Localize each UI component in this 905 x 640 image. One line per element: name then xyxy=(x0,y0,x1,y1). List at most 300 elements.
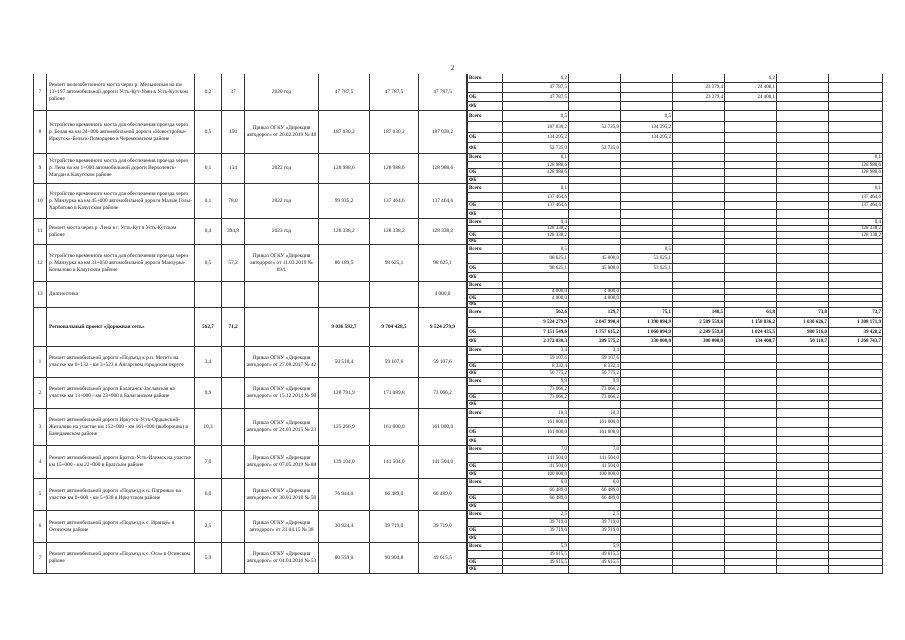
finance-label: ОБ xyxy=(467,394,503,401)
cost-updated-cell: 187 030,2 xyxy=(370,111,419,154)
finance-value xyxy=(621,495,673,503)
finance-value: 289 575,2 xyxy=(569,337,621,347)
finance-value xyxy=(621,551,673,559)
finance-label: Всего xyxy=(467,378,503,386)
finance-value xyxy=(829,363,883,370)
object-name-cell: Ремонт железобетонного моста через р. Мельничная на км 13+197 автомобильной дороги Усть-Кут-Уоян в Усть-Кутском районе xyxy=(47,74,195,111)
finance-row xyxy=(467,245,883,254)
cost-total-cell: 47 787,5 xyxy=(419,74,467,111)
finance-value xyxy=(673,437,725,446)
length-m-cell xyxy=(222,479,245,511)
finance-value xyxy=(569,133,621,143)
cost-estimate-cell xyxy=(319,282,370,308)
finance-value xyxy=(673,479,725,487)
finance-value: 4 000,0 xyxy=(503,289,569,295)
object-name-cell: Устройство временного моста для обеспечения проезда через р. Манзурка на км 31+050 автомобильной дороги Манзурка-Копылово в Качугском районе xyxy=(47,245,195,282)
finance-value xyxy=(829,254,883,264)
finance-value xyxy=(725,551,777,559)
finance-value xyxy=(829,122,883,133)
finance-value: 24 408,1 xyxy=(725,93,777,102)
finance-value xyxy=(829,418,883,428)
finance-value: 49 615,5 xyxy=(569,551,621,559)
finance-value xyxy=(673,74,725,83)
finance-value: 1 060 094,9 xyxy=(621,328,673,337)
finance-value: 4 000,0 xyxy=(503,295,569,302)
finance-value: 10,3 xyxy=(503,409,569,418)
length-m-cell: 78,0 xyxy=(222,184,245,219)
finance-value: 137 464,6 xyxy=(503,193,569,202)
finance-value: 8 332,4 xyxy=(503,363,569,370)
finance-value xyxy=(777,162,829,169)
finance-value xyxy=(829,355,883,363)
finance-value xyxy=(725,363,777,370)
finance-value xyxy=(621,93,673,102)
finance-label xyxy=(467,254,503,264)
length-km-cell: 0,5 xyxy=(195,245,222,282)
finance-value xyxy=(673,401,725,409)
finance-value: 0,1 xyxy=(829,184,883,193)
finance-value: 39 719,0 xyxy=(569,519,621,527)
finance-value: 1 390 094,9 xyxy=(621,318,673,328)
finance-value xyxy=(673,471,725,479)
finance-label: Всего xyxy=(467,245,503,254)
finance-value: 2 589 559,8 xyxy=(673,318,725,328)
basis-doc-cell: Приказ ОГКУ «Дирекция автодорог» от 30.03.2018 № 50 xyxy=(245,479,319,511)
finance-value xyxy=(777,386,829,394)
finance-value xyxy=(829,495,883,503)
cost-updated-cell xyxy=(370,282,419,308)
finance-value: 4 000,0 xyxy=(569,295,621,302)
finance-value xyxy=(829,527,883,535)
finance-row xyxy=(467,409,883,418)
finance-value xyxy=(673,264,725,273)
cost-estimate-cell: 50 518,4 xyxy=(319,347,370,378)
finance-value: 148,5 xyxy=(673,308,725,318)
finance-value: 7 151 549,6 xyxy=(503,328,569,337)
finance-value xyxy=(777,111,829,122)
finance-value xyxy=(673,219,725,226)
basis-doc-cell: Приказ ОГКУ «Дирекция автодорог» от 11.03.2019 № 69/1 xyxy=(245,245,319,282)
finance-value xyxy=(569,566,621,574)
finance-value xyxy=(673,495,725,503)
finance-value xyxy=(503,282,569,289)
finance-label xyxy=(467,162,503,169)
finance-value xyxy=(621,162,673,169)
finance-value xyxy=(673,446,725,454)
finance-value xyxy=(777,122,829,133)
finance-label: ФБ xyxy=(467,566,503,574)
row-number-cell: 3 xyxy=(33,409,47,446)
finance-value xyxy=(777,559,829,566)
finance-value xyxy=(829,394,883,401)
finance-value xyxy=(725,409,777,418)
length-km-cell: 562,7 xyxy=(195,308,222,347)
finance-value xyxy=(621,154,673,162)
finance-value xyxy=(829,282,883,289)
length-m-cell xyxy=(222,409,245,446)
finance-value: 45 000,0 xyxy=(569,264,621,273)
finance-value xyxy=(621,143,673,154)
finance-value: 2,5 xyxy=(503,511,569,519)
table-row xyxy=(33,446,467,479)
finance-value xyxy=(725,503,777,511)
length-km-cell: 2,5 xyxy=(195,511,222,543)
finance-value xyxy=(621,519,673,527)
finance-table xyxy=(467,74,883,579)
finance-value xyxy=(569,210,621,219)
cost-estimate-cell: 128 988,6 xyxy=(319,154,370,184)
finance-value xyxy=(673,162,725,169)
finance-label xyxy=(467,418,503,428)
cost-total-cell: 4 000,0 xyxy=(419,282,467,308)
finance-row xyxy=(467,437,883,446)
basis-doc-cell: Приказ ОГКУ «Дирекция автодорог» от 20.02.2019 № 48 xyxy=(245,111,319,154)
finance-value xyxy=(569,162,621,169)
finance-row xyxy=(467,318,883,328)
finance-value xyxy=(673,378,725,386)
cost-estimate-cell: 80 559,0 xyxy=(319,543,370,574)
finance-value xyxy=(621,74,673,83)
finance-value xyxy=(673,347,725,355)
finance-label: ФБ xyxy=(467,535,503,543)
finance-value xyxy=(673,133,725,143)
finance-value xyxy=(777,355,829,363)
finance-label: ОБ xyxy=(467,232,503,239)
finance-value: 52 735,0 xyxy=(569,143,621,154)
finance-row xyxy=(467,471,883,479)
finance-value xyxy=(569,282,621,289)
cost-total-cell: 39 719,0 xyxy=(419,511,467,543)
finance-value xyxy=(673,363,725,370)
finance-row xyxy=(467,566,883,574)
finance-row xyxy=(467,463,883,471)
finance-value xyxy=(829,273,883,282)
finance-row xyxy=(467,347,883,355)
finance-value: 562,6 xyxy=(503,308,569,318)
finance-value xyxy=(673,551,725,559)
finance-value xyxy=(725,418,777,428)
finance-value: 0,5 xyxy=(503,245,569,254)
finance-value xyxy=(673,202,725,210)
finance-value xyxy=(829,409,883,418)
finance-row xyxy=(467,273,883,282)
finance-value: 0,1 xyxy=(503,184,569,193)
finance-value xyxy=(829,551,883,559)
basis-doc-cell: Приказ ОГКУ «Дирекция автодорог» от 04.04.2016 № 53 xyxy=(245,543,319,574)
finance-value xyxy=(673,519,725,527)
finance-value xyxy=(621,463,673,471)
table-row xyxy=(33,184,467,219)
finance-value xyxy=(725,177,777,184)
finance-value: 330 000,0 xyxy=(621,337,673,347)
finance-value xyxy=(621,454,673,463)
cost-updated-cell: 66 489,0 xyxy=(370,479,419,511)
finance-value xyxy=(673,418,725,428)
finance-value xyxy=(777,566,829,574)
finance-value xyxy=(777,264,829,273)
finance-value xyxy=(503,503,569,511)
finance-value xyxy=(725,437,777,446)
finance-row xyxy=(467,93,883,102)
finance-row xyxy=(467,527,883,535)
finance-label: ФБ xyxy=(467,302,503,308)
finance-value: 59 107,6 xyxy=(569,355,621,363)
finance-value: 3,4 xyxy=(569,347,621,355)
finance-value xyxy=(621,559,673,566)
finance-value xyxy=(829,210,883,219)
finance-value xyxy=(777,370,829,378)
finance-label xyxy=(467,83,503,93)
cost-total-cell: 98 625,1 xyxy=(419,245,467,282)
finance-value xyxy=(777,535,829,543)
finance-value: 7,0 xyxy=(503,446,569,454)
finance-value xyxy=(621,282,673,289)
finance-value xyxy=(725,202,777,210)
finance-row xyxy=(467,535,883,543)
finance-value xyxy=(621,386,673,394)
finance-value xyxy=(777,437,829,446)
finance-value xyxy=(777,74,829,83)
finance-row xyxy=(467,401,883,409)
finance-value: 41 504,0 xyxy=(503,463,569,471)
finance-value xyxy=(569,503,621,511)
finance-value xyxy=(673,355,725,363)
finance-value xyxy=(673,282,725,289)
finance-value xyxy=(829,543,883,551)
finance-label xyxy=(467,487,503,495)
finance-label: Всего xyxy=(467,511,503,519)
finance-row xyxy=(467,511,883,519)
finance-row xyxy=(467,143,883,154)
finance-value: 10,3 xyxy=(569,409,621,418)
finance-value xyxy=(569,74,621,83)
finance-value xyxy=(777,479,829,487)
row-number-cell: 8 xyxy=(33,111,47,154)
finance-value: 23 379,4 xyxy=(673,93,725,102)
cost-estimate-cell: 187 030,2 xyxy=(319,111,370,154)
finance-value xyxy=(621,370,673,378)
finance-value: 39 719,0 xyxy=(503,527,569,535)
finance-value xyxy=(777,219,829,226)
finance-value: 134 400,7 xyxy=(725,337,777,347)
finance-value: 52 735,0 xyxy=(569,122,621,133)
finance-value: 0,5 xyxy=(621,111,673,122)
finance-label: Всего xyxy=(467,219,503,226)
finance-value: 128 338,2 xyxy=(829,226,883,232)
length-m-cell: 37 xyxy=(222,74,245,111)
finance-value xyxy=(777,83,829,93)
finance-value xyxy=(673,143,725,154)
finance-value xyxy=(673,463,725,471)
finance-row xyxy=(467,454,883,463)
finance-value: 6,0 xyxy=(503,479,569,487)
finance-label xyxy=(467,193,503,202)
cost-total-cell: 49 615,5 xyxy=(419,543,467,574)
row-number-cell: 6 xyxy=(33,511,47,543)
finance-value xyxy=(725,519,777,527)
finance-value: 0,5 xyxy=(503,111,569,122)
table-row xyxy=(33,111,467,154)
finance-value xyxy=(725,370,777,378)
finance-value: 0,1 xyxy=(829,154,883,162)
finance-label: ФБ xyxy=(467,210,503,219)
finance-value xyxy=(829,133,883,143)
finance-value xyxy=(503,566,569,574)
finance-value xyxy=(621,418,673,428)
finance-value: 980 516,0 xyxy=(777,328,829,337)
finance-value xyxy=(673,409,725,418)
finance-value: 161 000,0 xyxy=(503,418,569,428)
finance-value xyxy=(725,245,777,254)
finance-value: 129,7 xyxy=(569,308,621,318)
finance-value xyxy=(777,245,829,254)
finance-value: 100 000,0 xyxy=(569,471,621,479)
finance-value: 24 408,1 xyxy=(725,83,777,93)
finance-row xyxy=(467,133,883,143)
finance-value xyxy=(777,463,829,471)
cost-updated-cell: 59 107,6 xyxy=(370,347,419,378)
row-number-cell: 7 xyxy=(33,543,47,574)
table-row xyxy=(33,378,467,409)
finance-value xyxy=(725,210,777,219)
finance-value xyxy=(569,245,621,254)
finance-value xyxy=(777,401,829,409)
cost-updated-cell: 90 904,8 xyxy=(370,543,419,574)
finance-value: 128 988,6 xyxy=(829,169,883,177)
finance-value xyxy=(829,74,883,83)
finance-value xyxy=(725,527,777,535)
row-number-cell: 7 xyxy=(33,74,47,111)
finance-value xyxy=(725,559,777,566)
finance-value xyxy=(621,487,673,495)
finance-value xyxy=(777,378,829,386)
finance-label: Всего xyxy=(467,347,503,355)
cost-total-cell: 161 000,0 xyxy=(419,409,467,446)
finance-value xyxy=(725,295,777,302)
finance-label: Всего xyxy=(467,154,503,162)
cost-total-cell: 66 489,0 xyxy=(419,479,467,511)
cost-updated-cell: 161 000,0 xyxy=(370,409,419,446)
finance-value: 73,8 xyxy=(777,308,829,318)
finance-value: 161 000,0 xyxy=(569,428,621,437)
finance-value xyxy=(621,446,673,454)
finance-value xyxy=(777,143,829,154)
finance-value: 39 719,0 xyxy=(503,519,569,527)
object-name-cell: Региональный проект «Дорожная сеть» xyxy=(47,308,195,347)
finance-value xyxy=(829,479,883,487)
finance-value: 50 775,2 xyxy=(503,370,569,378)
finance-label: ОБ xyxy=(467,428,503,437)
finance-value xyxy=(569,437,621,446)
cost-estimate-cell: 128 791,9 xyxy=(319,378,370,409)
length-m-cell xyxy=(222,347,245,378)
finance-value: 100 000,0 xyxy=(503,471,569,479)
finance-value xyxy=(829,295,883,302)
finance-value: 3,4 xyxy=(503,347,569,355)
finance-value xyxy=(829,177,883,184)
finance-value xyxy=(725,143,777,154)
finance-value xyxy=(673,177,725,184)
finance-value: 128 988,6 xyxy=(829,162,883,169)
cost-updated-cell: 171 089,8 xyxy=(370,378,419,409)
length-m-cell: 150 xyxy=(222,111,245,154)
finance-label: ФБ xyxy=(467,102,503,111)
table-row xyxy=(33,347,467,378)
finance-label: Всего xyxy=(467,409,503,418)
finance-value xyxy=(777,202,829,210)
finance-value xyxy=(503,102,569,111)
finance-label xyxy=(467,519,503,527)
cost-updated-cell: 137 464,6 xyxy=(370,184,419,219)
finance-value xyxy=(725,254,777,264)
finance-value xyxy=(829,519,883,527)
finance-value xyxy=(673,511,725,519)
finance-value xyxy=(725,487,777,495)
finance-value xyxy=(673,454,725,463)
finance-value xyxy=(725,193,777,202)
finance-value xyxy=(725,394,777,401)
length-km-cell: 5,9 xyxy=(195,543,222,574)
finance-value xyxy=(829,463,883,471)
finance-value xyxy=(673,566,725,574)
object-name-cell: Ремонт автомобильной дороги «Подъезд к р.п. Мегет» на участке км 0+132 - км 3+523 в Ангарском городском округе xyxy=(47,347,195,378)
finance-label: ОБ xyxy=(467,463,503,471)
table-row xyxy=(33,511,467,543)
finance-value xyxy=(673,232,725,239)
length-km-cell: 0,4 xyxy=(195,219,222,245)
finance-label: Всего xyxy=(467,184,503,193)
finance-value xyxy=(725,122,777,133)
row-number-cell: 13 xyxy=(33,282,47,308)
object-name-cell: Диагностика xyxy=(47,282,195,308)
finance-value xyxy=(829,454,883,463)
finance-value xyxy=(569,83,621,93)
finance-value: 98 625,1 xyxy=(503,254,569,264)
finance-value xyxy=(621,401,673,409)
finance-value xyxy=(673,370,725,378)
finance-value xyxy=(621,428,673,437)
finance-value: 47 787,5 xyxy=(503,93,569,102)
finance-value: 66 489,0 xyxy=(569,487,621,495)
finance-label: ФБ xyxy=(467,401,503,409)
finance-label: Всего xyxy=(467,543,503,551)
finance-row xyxy=(467,394,883,401)
finance-value xyxy=(829,401,883,409)
cost-estimate-cell: 125 266,9 xyxy=(319,409,370,446)
finance-label: ФБ xyxy=(467,273,503,282)
length-km-cell: 7,0 xyxy=(195,446,222,479)
finance-row xyxy=(467,102,883,111)
object-name-cell: Устройство временного моста для обеспечения проезда через р. Манзурка на км 45+000 автомобильной дороги Малые Голы-Харбатово в Качугском районе xyxy=(47,184,195,219)
finance-value xyxy=(569,193,621,202)
finance-row xyxy=(467,232,883,239)
object-name-cell: Ремонт моста через р. Лена в г. Усть-Кут в Усть-Кутском районе xyxy=(47,219,195,245)
finance-value: 47 787,5 xyxy=(503,83,569,93)
finance-value: 0,5 xyxy=(621,245,673,254)
finance-value xyxy=(725,535,777,543)
basis-doc-cell: Приказ ОГКУ «Дирекция автодорог» от 07.05.2019 № 88 xyxy=(245,446,319,479)
finance-value xyxy=(777,519,829,527)
finance-value xyxy=(777,232,829,239)
finance-value xyxy=(621,503,673,511)
finance-value xyxy=(829,386,883,394)
length-km-cell: 0,2 xyxy=(195,74,222,111)
finance-value xyxy=(725,386,777,394)
finance-value xyxy=(777,93,829,102)
cost-updated-cell: 98 625,1 xyxy=(370,245,419,282)
finance-label: ОБ xyxy=(467,295,503,302)
finance-row xyxy=(467,122,883,133)
